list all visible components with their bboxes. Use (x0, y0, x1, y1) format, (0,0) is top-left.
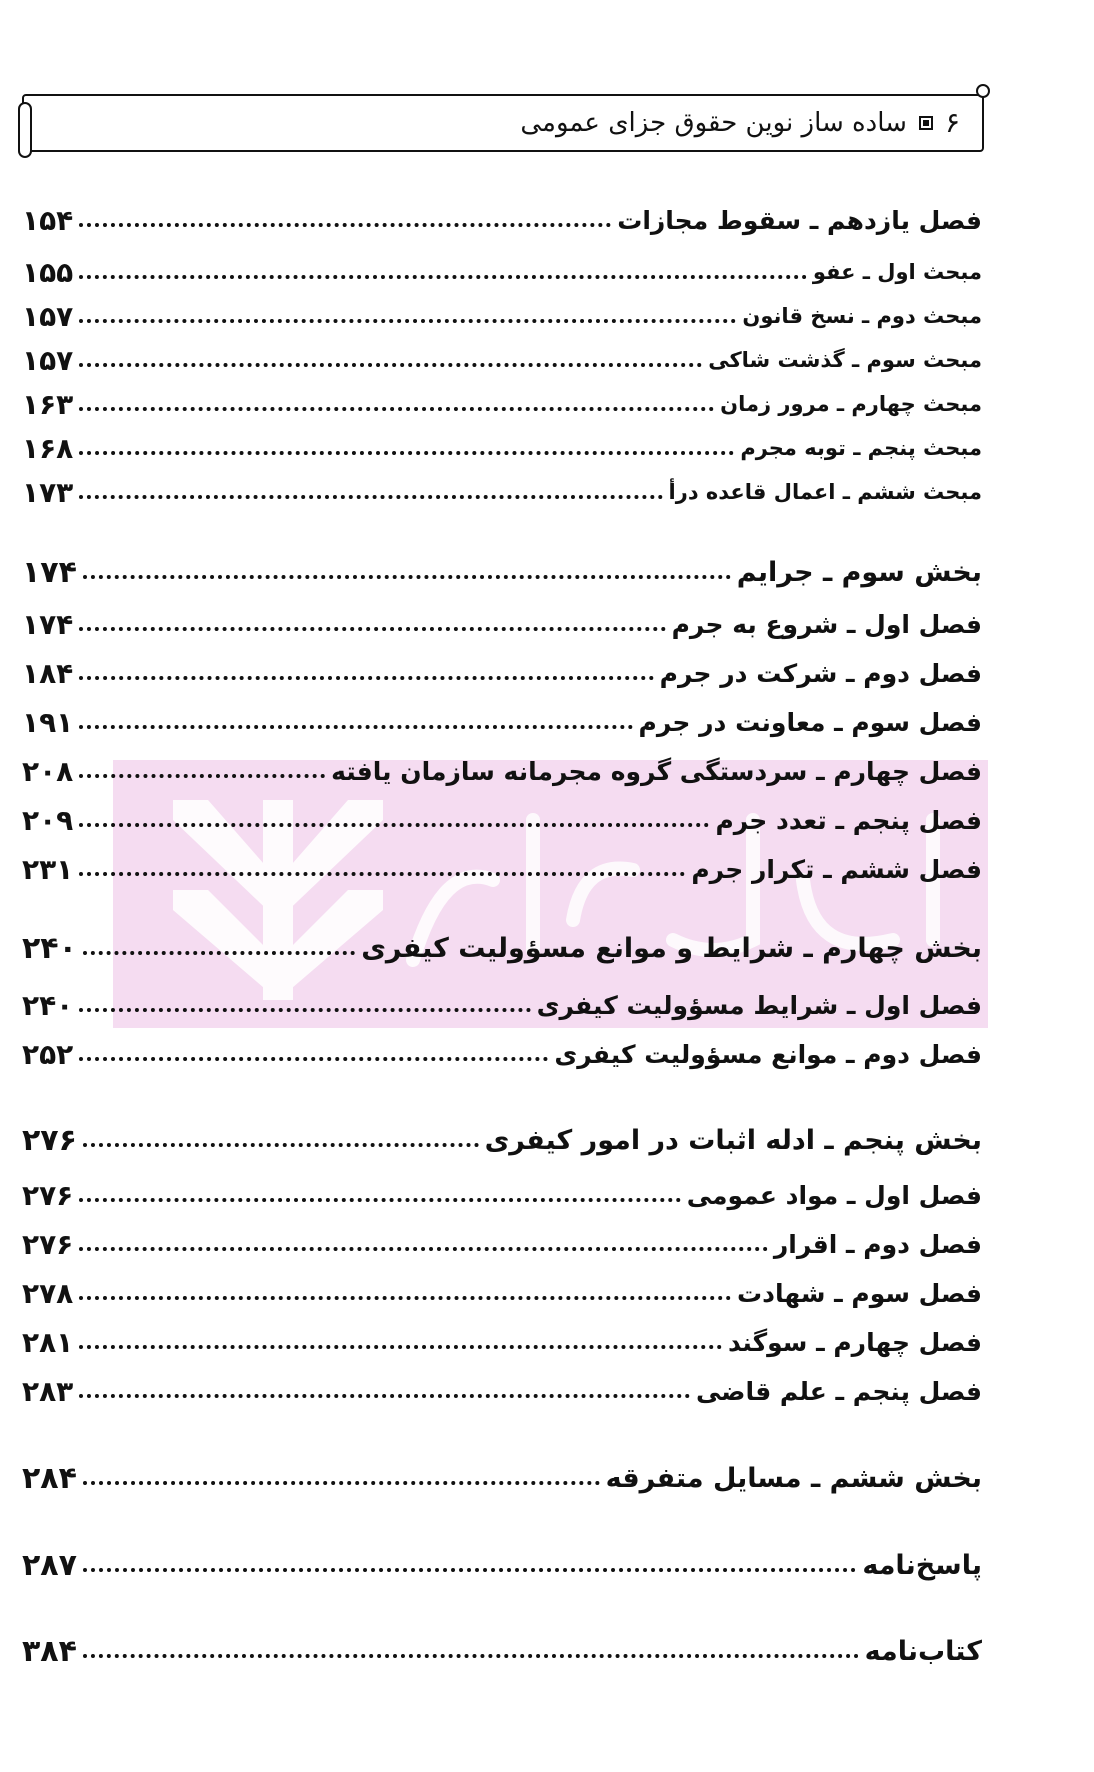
toc-entry[interactable] (22, 653, 982, 693)
toc-entry[interactable] (22, 296, 982, 336)
toc-entry[interactable] (22, 552, 982, 592)
toc-entry-title: فصل ششم ـ تکرار جرم (691, 854, 982, 884)
toc-entry[interactable] (22, 1371, 982, 1411)
toc-entry-page: ۲۴۰ (22, 930, 77, 966)
toc-entry-page: ۱۵۴ (22, 203, 74, 237)
scroll-curl-right (976, 84, 990, 98)
toc-entry-title: مبحث ششم ـ اعمال قاعده درأ (668, 480, 982, 504)
toc-entry-page: ۱۸۴ (22, 656, 74, 690)
toc-entry-title: فصل سوم ـ معاونت در جرم (638, 707, 982, 737)
toc-entry[interactable] (22, 928, 982, 968)
toc-entry-page: ۲۷۶ (22, 1227, 74, 1261)
header-page-number: ۶ (944, 106, 960, 139)
toc-dot-leader (79, 1371, 690, 1411)
toc-dot-leader (83, 1458, 600, 1498)
toc-entry[interactable] (22, 604, 982, 644)
toc-entry-page: ۱۷۳ (22, 475, 74, 509)
toc-dot-leader (79, 751, 325, 791)
toc-entry-page: ۱۷۴ (22, 554, 77, 590)
toc-dot-leader (79, 1034, 548, 1074)
toc-entry[interactable] (22, 1034, 982, 1074)
toc-entry-page: ۲۸۷ (22, 1547, 77, 1583)
toc-entry-title: مبحث اول ـ عفو (812, 260, 982, 284)
toc-entry-page: ۱۵۷ (22, 299, 74, 333)
toc-entry-page: ۲۰۸ (22, 754, 74, 788)
toc-dot-leader (83, 928, 355, 968)
toc-entry-page: ۲۸۳ (22, 1374, 74, 1408)
toc-entry-title: فصل اول ـ شرایط مسؤولیت کیفری (536, 990, 982, 1020)
toc-entry[interactable] (22, 751, 982, 791)
toc-entry[interactable] (22, 702, 982, 742)
toc-entry-page: ۳۸۴ (22, 1633, 77, 1669)
square-bullet-icon (919, 116, 933, 130)
toc-entry[interactable] (22, 1120, 982, 1160)
toc-dot-leader (79, 985, 530, 1025)
toc-entry-title: بخش پنجم ـ ادله اثبات در امور کیفری (484, 1124, 982, 1156)
toc-dot-leader (83, 1631, 859, 1671)
toc-entry-title: فصل دوم ـ اقرار (773, 1229, 982, 1259)
toc-entry[interactable] (22, 1273, 982, 1313)
toc-entry-page: ۲۸۱ (22, 1325, 74, 1359)
toc-entry[interactable] (22, 1322, 982, 1362)
toc-entry-title: مبحث سوم ـ گذشت شاکی (708, 348, 982, 372)
toc-entry[interactable] (22, 340, 982, 380)
toc-dot-leader (79, 384, 714, 424)
toc-entry-page: ۲۷۸ (22, 1276, 74, 1310)
toc-entry-page: ۲۸۴ (22, 1460, 77, 1496)
toc-entry-page: ۱۵۵ (22, 255, 74, 289)
toc-entry-page: ۲۷۶ (22, 1122, 77, 1158)
toc-entry-title: فصل دوم ـ شرکت در جرم (659, 658, 982, 688)
toc-entry-title: کتاب‌نامه (864, 1635, 982, 1667)
toc-entry-title: فصل دوم ـ موانع مسؤولیت کیفری (554, 1039, 982, 1069)
toc-entry-page: ۱۶۳ (22, 387, 74, 421)
toc-entry-title: پاسخ‌نامه (862, 1549, 982, 1581)
toc-dot-leader (79, 1224, 768, 1264)
toc-entry[interactable] (22, 1175, 982, 1215)
toc-entry-title: بخش ششم ـ مسایل متفرقه (605, 1462, 982, 1494)
toc-dot-leader (79, 252, 807, 292)
toc-entry[interactable] (22, 384, 982, 424)
toc-entry[interactable] (22, 1631, 982, 1671)
toc-entry-page: ۲۵۲ (22, 1037, 74, 1071)
toc-entry-title: مبحث پنجم ـ توبه مجرم (740, 436, 982, 460)
toc-entry-page: ۱۵۷ (22, 343, 74, 377)
toc-dot-leader (79, 296, 736, 336)
toc-entry-title: مبحث دوم ـ نسخ قانون (742, 304, 982, 328)
toc-dot-leader (79, 428, 734, 468)
scroll-curl-left (18, 102, 32, 158)
toc-entry-title: فصل پنجم ـ تعدد جرم (715, 805, 982, 835)
toc-entry[interactable] (22, 252, 982, 292)
toc-entry-page: ۲۳۱ (22, 852, 74, 886)
toc-dot-leader (79, 702, 632, 742)
toc-dot-leader (83, 552, 731, 592)
toc-entry[interactable] (22, 1458, 982, 1498)
toc-entry-title: بخش سوم ـ جرایم (736, 556, 982, 588)
toc-dot-leader (79, 800, 709, 840)
toc-dot-leader (79, 200, 611, 240)
toc-entry-title: فصل اول ـ مواد عمومی (686, 1180, 982, 1210)
header-book-title: ساده ساز نوین حقوق جزای عمومی (520, 107, 907, 138)
toc-entry-title: مبحث چهارم ـ مرور زمان (720, 392, 982, 416)
toc-entry-title: فصل چهارم ـ سردستگی گروه مجرمانه سازمان یافته (331, 756, 982, 786)
toc-dot-leader (79, 604, 665, 644)
header-title-group (520, 106, 960, 139)
toc-entry[interactable] (22, 849, 982, 889)
toc-entry[interactable] (22, 800, 982, 840)
toc-dot-leader (79, 1175, 680, 1215)
toc-dot-leader (79, 472, 662, 512)
toc-dot-leader (79, 653, 653, 693)
toc-entry-title: فصل چهارم ـ سوگند (727, 1327, 982, 1357)
toc-entry-title: فصل یازدهم ـ سقوط مجازات (617, 205, 982, 235)
toc-dot-leader (83, 1120, 479, 1160)
toc-entry[interactable] (22, 428, 982, 468)
toc-entry[interactable] (22, 985, 982, 1025)
toc-entry-title: فصل سوم ـ شهادت (737, 1278, 982, 1308)
toc-dot-leader (79, 1273, 731, 1313)
toc-entry-title: بخش چهارم ـ شرایط و موانع مسؤولیت کیفری (361, 932, 982, 964)
toc-entry-page: ۲۰۹ (22, 803, 74, 837)
toc-entry-page: ۱۷۴ (22, 607, 74, 641)
toc-entry[interactable] (22, 200, 982, 240)
toc-entry[interactable] (22, 1545, 982, 1585)
toc-dot-leader (79, 1322, 722, 1362)
toc-entry-title: فصل پنجم ـ علم قاضی (696, 1376, 982, 1406)
toc-entry[interactable] (22, 1224, 982, 1264)
toc-entry-page: ۱۹۱ (22, 705, 74, 739)
toc-entry-title: فصل اول ـ شروع به جرم (671, 609, 982, 639)
toc-entry-page: ۲۷۶ (22, 1178, 74, 1212)
toc-entry-page: ۱۶۸ (22, 431, 74, 465)
running-header (22, 94, 984, 152)
toc-dot-leader (79, 849, 685, 889)
toc-dot-leader (83, 1545, 856, 1585)
toc-entry[interactable] (22, 472, 982, 512)
toc-entry-page: ۲۴۰ (22, 988, 74, 1022)
toc-dot-leader (79, 340, 702, 380)
